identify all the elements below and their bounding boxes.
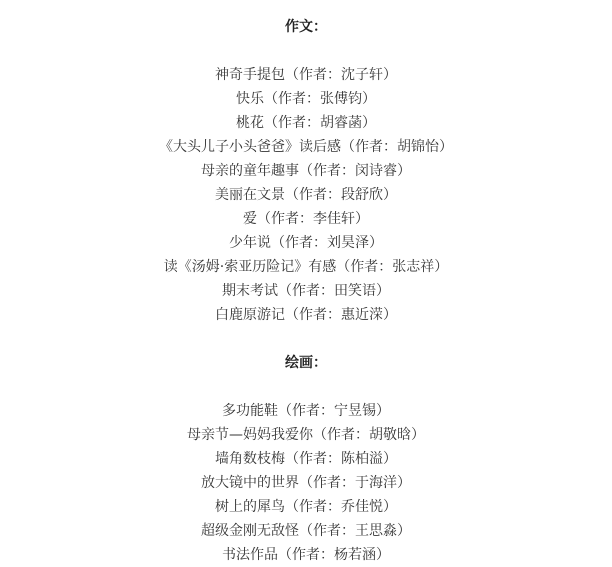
essay-item: 美丽在文景（作者：段舒欣） xyxy=(215,187,397,203)
essays-section xyxy=(0,15,612,327)
essay-item: 读《汤姆·索亚历险记》有感（作者：张志祥） xyxy=(163,259,449,275)
paintings-section xyxy=(0,351,612,567)
painting-item: 墙角数枝梅（作者：陈柏溢） xyxy=(215,451,397,467)
essay-item: 桃花（作者：胡睿菡） xyxy=(236,115,376,131)
paintings-heading: 绘画： xyxy=(285,355,327,371)
essays-list xyxy=(0,63,612,327)
painting-item: 书法作品（作者：杨若涵） xyxy=(222,547,390,563)
essay-item: 期末考试（作者：田笑语） xyxy=(222,283,390,299)
essay-item: 爱（作者：李佳轩） xyxy=(243,211,369,227)
essay-item: 快乐（作者：张傅钧） xyxy=(236,91,376,107)
essays-heading: 作文： xyxy=(285,19,327,35)
painting-item: 放大镜中的世界（作者：于海洋） xyxy=(201,475,411,491)
essay-item: 少年说（作者：刘昊泽） xyxy=(229,235,383,251)
painting-item: 超级金刚无敌怪（作者：王思淼） xyxy=(201,523,411,539)
essay-item: 母亲的童年趣事（作者：闵诗睿） xyxy=(201,163,411,179)
painting-item: 树上的犀鸟（作者：乔佳悦） xyxy=(215,499,397,515)
painting-item: 母亲节—妈妈我爱你（作者：胡敬晗） xyxy=(187,427,425,443)
essay-item: 《大头儿子小头爸爸》读后感（作者：胡锦怡） xyxy=(159,139,453,155)
essay-item: 神奇手提包（作者：沈子轩） xyxy=(215,67,397,83)
spacer xyxy=(0,39,612,63)
spacer xyxy=(0,375,612,399)
spacer xyxy=(0,327,612,351)
essay-item: 白鹿原游记（作者：惠近溁） xyxy=(215,307,397,323)
painting-item: 多功能鞋（作者：宁昱锡） xyxy=(222,403,390,419)
paintings-list xyxy=(0,399,612,567)
